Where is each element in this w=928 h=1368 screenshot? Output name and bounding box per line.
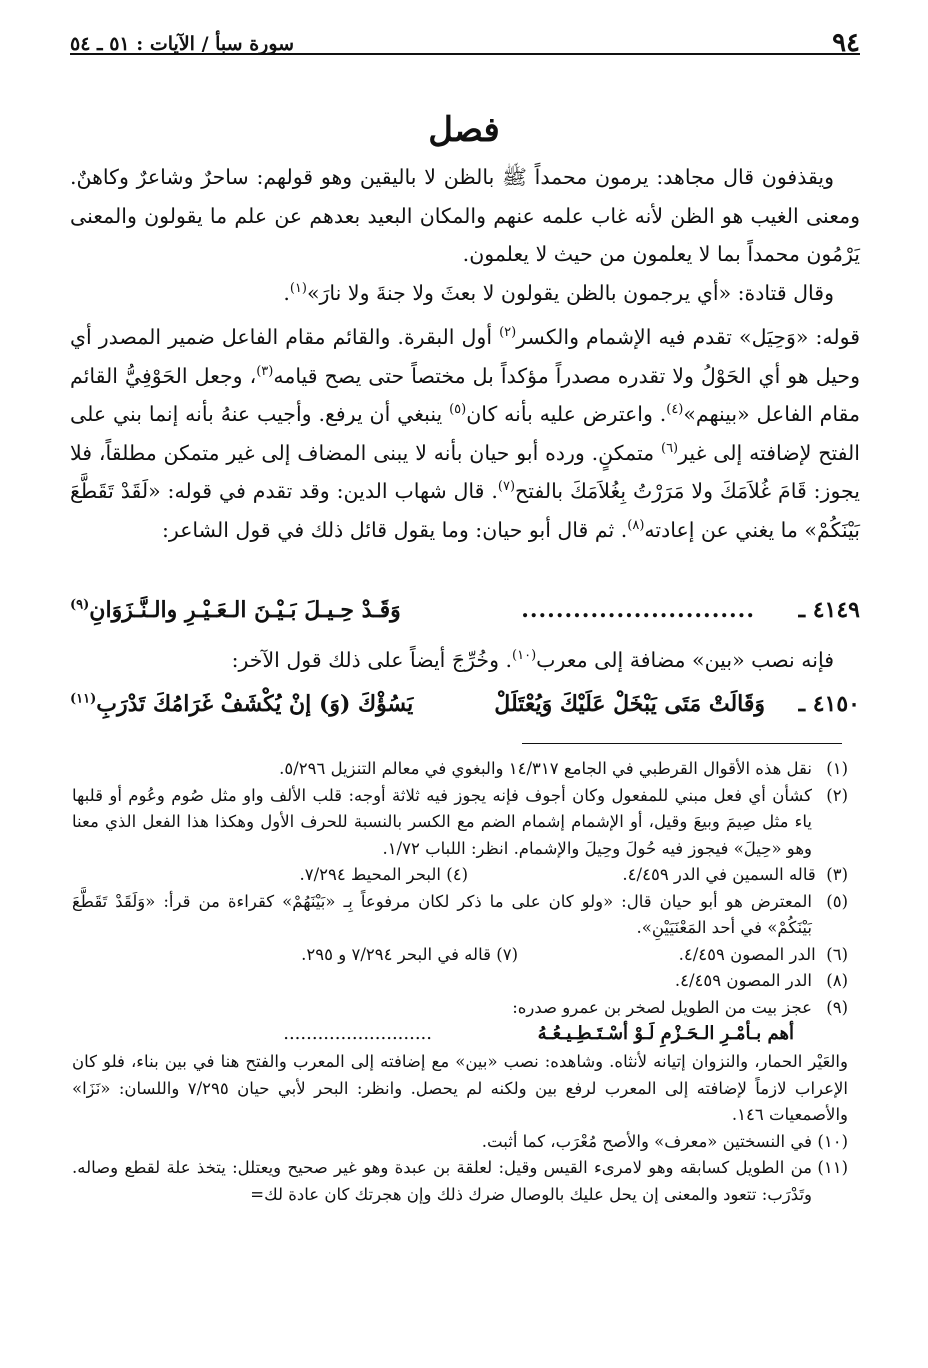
text-line: . واعترض عليه بأنه كان [466,402,667,426]
paragraph-2: وقال قتادة: «أي يرجمون بالظن يقولون لا بعثَ ولا جنةَ ولا نارَ»$^{(١)}$. [283,280,834,305]
running-title: سورة سبأ / الآيات : ٥١ ـ ٥٤ [70,33,295,55]
footnote-number: (٩) [826,997,848,1017]
text-line: متمكنٍ. ورده أبو حيان بأنه لا [415,440,661,465]
footnote-text: كشأن أي فعل مبني للمفعول وكان أجوف فإنه يجوز فيه ثلاثة أوجه: قلب الألف واو مثل صُوم وعُوم أو قلبها ياء مثل صِيمَ وبيعَ وقيل، أو الإشمام إشمام الضم مع الكسر بالنسبة للحرف الأول وهكذا هذا الفعل الذي معنا وهو «حِيلَ» فيجوز فيه حُولَ وحِيلَ والإشمام. انظر: اللباب ١/٧٢. [72,785,812,858]
footnote-separator [522,743,842,744]
text-line: إعادته [644,517,695,542]
footnote-8 [72,968,848,995]
paragraph-3 [70,318,860,549]
footnote-text: البحر المحيط ٧/٢٩٤. [299,865,441,884]
footnote-row-3-4 [72,862,848,889]
footnote-number: (٢) [826,785,848,805]
text-line: وجعل الحَوْفِيُّ القائم مقام الفاعل «بينهم» [70,363,860,426]
text-segment: . وخُرِّجَ أيضاً على ذلك قول الآخر: [231,648,513,672]
footnote-4 [299,862,468,889]
verse-hemistich [70,590,401,630]
footnote-text: الدر المصون ٤/٤٥٩. [674,971,812,990]
footnote-ref[interactable]: (١١) [70,691,97,707]
footnote-2 [72,783,848,863]
verse-first-hemistich: وَقَالَتْ مَتَى يَبْخَلْ عَلَيْكَ وَيُعْتَلَلْ [494,691,765,717]
paragraph-4 [70,640,860,680]
footnote-text: المعترض هو أبو حيان قال: «ولو كان على ما ذكر لكان مرفوعاً بِـ «بَيْنَهُمْ» كقراءة من قرأ: «وَلَقَدْ تَقَطَّعَ بَيْنَكُمْ» في أحد المَعْنَيَيْنِ». [72,891,812,937]
text-line: ويقذفون قال مجاهد: يرمون محمداً ﷺ بالظن لا باليقين وهو قولهم: ساحرٌ [201,165,834,189]
footnote-number: (٧) [496,944,518,964]
footnote-text: نقل هذه الأقوال القرطبي في الجامع ١٤/٣١٧ والبغوي في معالم التنزيل ٥/٢٩٦. [279,759,812,778]
footnote-ref[interactable]: (٩) [70,597,90,613]
text-line: . ثم قال أبو حيان: وما يقول قائل ذلك في قول الشاعر: [161,517,628,542]
footnote-7 [301,942,518,969]
text-line: ، [249,363,257,388]
text-line: يبنى المضاف إلى غير متمكن مطلقاً، فلا يجوز: قَامَ غُلاَمَكَ ولا مَرَرْتُ بِغُلاَمَكَ [70,440,860,503]
text-line: قوله: «وَحِيَل» تقدم فيه الإشمام والكسر [516,325,860,349]
footnote-ref[interactable]: (٥) [449,402,467,418]
text-line: ينبغي أن يرفع. [318,402,450,426]
footnote-text: عجز بيت من الطويل لصخر بن عمرو صدره: [512,997,812,1017]
page-number: ٩٤ [832,28,860,58]
footnote-text: قاله السمين في الدر ٤/٤٥٩. [622,865,816,884]
footnote-ref[interactable]: (٣) [256,363,274,379]
footnote-9 [72,995,848,1129]
footnote-number: (٣) [826,865,848,884]
verse-hemistich: أهم بـأمْـرِ الـحَـزْمِ لَـوْ أسْـتَـطِـيـعُـهُ [537,1023,794,1044]
footnote-number: (٦) [826,944,848,964]
text-line: علم ما يقولون والمعنى يَرْمُون محمداً بما لا يعلمون من حيث لا يعلمون. [70,203,860,266]
footnote-number: (٤) [446,865,468,884]
footnote-verse [72,1021,812,1049]
footnote-row-6-7 [72,942,848,969]
footnote-5 [72,889,848,942]
footnote-1 [72,756,848,783]
verse-ellipsis: .......................... [283,1023,432,1044]
footnote-3 [622,862,848,889]
text-line: . قال شهاب الدين: وقد تقدم في قوله: «لَقَدْ تَقَطَّعَ بَيْنَكُمْ» ما يغني عن [70,479,860,542]
footnotes [72,756,848,1208]
text-line: أول البقرة. والقائم مقام الفاعل ضمير [168,325,500,349]
verse-4149 [70,590,860,630]
hemistich-text: يَسُؤْكَ (وَ) إنْ يُكْشَفْ غَرَامُكَ تَدْرَبِ [96,691,414,717]
section-heading: فصل [428,110,500,150]
text-line: بالفتح [515,479,564,503]
text-line [70,640,860,680]
text-line: المصدر أي وحيل هو أي الحَوْلُ ولا تقدره مصدراً مؤكداً بل مختصاً حتى يصح قيامه [70,325,860,388]
text-segment: فإنه نصب «بين» مضافة إلى معرب [536,648,834,672]
text-line: وشاعرٌ وكاهنٌ. ومعنى الغيب هو الظن لأنه غاب علمه عنهم والمكان البعيد بعدهم عن [70,165,860,228]
main-text [70,158,860,549]
footnote-number: (٥) [826,891,848,911]
footnote-text: قاله في البحر ٧/٢٩٤ و ٢٩٥. [301,944,491,964]
footnote-number: (٨) [826,971,848,990]
footnote-number: (١) [826,759,848,778]
footnote-ref[interactable]: (٦) [660,440,679,456]
text-line: وأجيب عنهُ بأنه إنما بني على الفتح لإضافته إلى غير [70,402,860,465]
paragraph-1 [70,158,860,274]
footnote-number: (١١) [817,1158,848,1177]
footnote-ref[interactable]: (٧) [497,479,516,495]
footnote-6 [679,942,848,969]
verse-number: ٤١٤٩ ـ [798,597,860,623]
footnote-ref[interactable]: (٤) [666,402,684,418]
footnote-ref[interactable]: (٢) [499,325,517,341]
footnote-ref[interactable]: (١) [289,280,307,296]
footnote-11 [72,1155,848,1208]
footnote-text: والعَيْر الحمار، والنزوان إتيانه لأنثاه. وشاهده: نصب «بين» مع إضافته إلى المعرب والفتح هنا في بين بناء، فلو كان الإعراب لازماً لإضافته إلى المعرب لرفع بين ولكنه لم يحصل. وانظر: البحر لأبي حيان ٧/٢٩٥ واللسان: «نَزَا» والأصمعيات ١٤٦. [72,1052,848,1124]
footnote-number: (١٠) [817,1131,848,1151]
footnote-ref[interactable]: (٨) [627,517,645,533]
verse-4150 [70,684,860,724]
verse-ellipsis: ........................... [521,597,755,623]
hemistich-text: وَقَـدْ حِـيـلَ بَـيْـنَ الـعَـيْـرِ والـنَّـزَوَانِ [89,597,401,623]
footnote-text: في النسختين «معرف» والأصح مُعْرَب، كما أثبت. [481,1131,812,1151]
footnote-text: الدر المصون ٤/٤٥٩. [678,944,816,964]
footnote-text: من الطويل كسابقه وهو لامرىء القيس وقيل: لعلقة بن عبدة وهو غير صحيح ويعتلل: يتخذ علة لقطع وصاله. وتَدْرَب: تتعود والمعنى إن يحل عليك بالوصال ضرك ذلك وإن هجرتك كان عادة لك= [72,1158,812,1204]
verse-number: ٤١٥٠ ـ [798,691,860,717]
verse-second-hemistich [70,684,413,724]
header-rule [70,53,860,55]
text-line: وقال قتادة: «أي يرجمون بالظن يقولون لا بعثَ ولا جنةَ ولا نارَ» [306,280,834,305]
footnote-ref[interactable]: (١٠) [512,648,537,664]
footnote-10 [72,1129,848,1156]
